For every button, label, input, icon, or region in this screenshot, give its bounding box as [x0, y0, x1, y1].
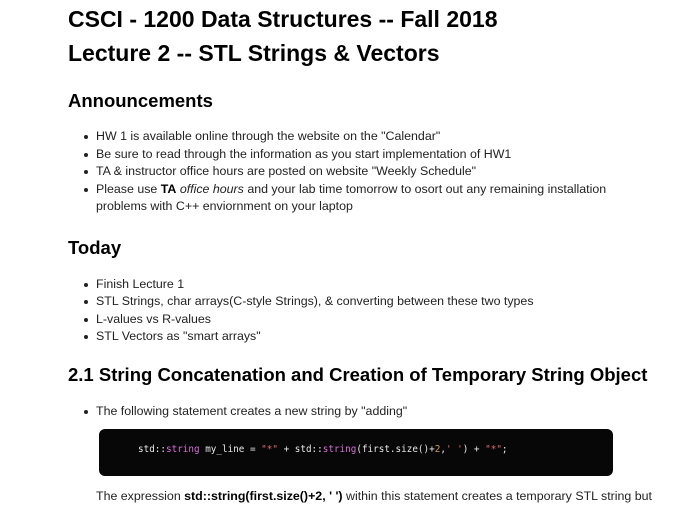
inline-code-bold: std::string(first.size()+2, ' ') [184, 489, 343, 503]
section-list [0, 403, 695, 421]
today-heading: Today [68, 236, 122, 258]
list-item: The following statement creates a new string by "adding" [96, 403, 695, 421]
code-token: std:: [138, 444, 166, 455]
code-token: "*" [485, 444, 502, 455]
paragraph-text: within this statement creates a temporary STL string but [342, 489, 652, 503]
announcements-list [0, 128, 695, 216]
code-token: my_line = [199, 444, 262, 455]
page-title: CSCI - 1200 Data Structures -- Fall 2018 [68, 6, 498, 32]
list-item: STL Strings, char arrays(C-style Strings), & converting between these two types [96, 293, 695, 311]
list-item-text: and your lab time tomorrow to osort out any remaining installation problems with C++ enviornment on your laptop [96, 181, 607, 213]
office-hours-emphasis: office hours [179, 181, 244, 196]
list-item: HW 1 is available online through the website on the "Calendar" [96, 128, 695, 146]
code-token: ' ' [445, 444, 463, 455]
code-token: string [166, 444, 200, 455]
code-block [99, 429, 613, 476]
list-item-text: Please use [96, 181, 161, 196]
list-item: STL Vectors as "smart arrays" [96, 328, 695, 346]
list-item: Be sure to read through the information as you start implementation of HW1 [96, 146, 695, 164]
code-token: ; [501, 444, 508, 455]
list-item: TA & instructor office hours are posted on website "Weekly Schedule" [96, 163, 695, 181]
code-token: , [440, 444, 446, 455]
list-item: L-values vs R-values [96, 311, 695, 329]
code-token: (first.size()+ [356, 444, 435, 455]
today-list [0, 276, 695, 346]
code-token: string [322, 444, 357, 455]
list-item: Finish Lecture 1 [96, 276, 695, 294]
section-heading: 2.1 String Concatenation and Creation of Temporary String Object [68, 363, 648, 385]
paragraph-text: The expression [96, 489, 185, 503]
announcements-heading: Announcements [68, 90, 213, 111]
explanation-paragraph [96, 488, 695, 505]
ta-emphasis: TA [160, 181, 177, 196]
page-subtitle: Lecture 2 -- STL Strings & Vectors [68, 40, 440, 66]
code-token: 2 [434, 444, 441, 455]
code-token: + std:: [277, 444, 323, 455]
list-item [96, 181, 695, 216]
code-token: "*" [261, 444, 278, 455]
code-token: ) + [462, 444, 486, 455]
